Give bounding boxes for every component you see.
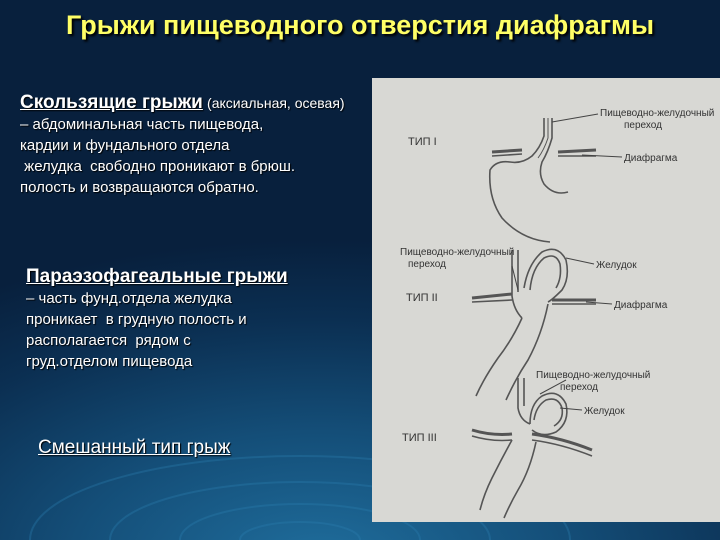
paraesophageal-line: – часть фунд.отдела желудка <box>26 290 232 307</box>
type1-junction-label-2: переход <box>624 120 662 131</box>
type1-junction-label: Пищеводно-желудочный <box>600 108 715 119</box>
type3-stomach-label: Желудок <box>584 406 625 417</box>
paraesophageal-line: располагается рядом с <box>26 332 191 349</box>
sliding-line: кардии и фундального отдела <box>20 137 230 154</box>
type1-diaphragm-label: Диафрагма <box>624 153 678 164</box>
type1-label: ТИП I <box>408 136 437 148</box>
paraesophageal-line: груд.отделом пищевода <box>26 353 193 370</box>
type3-junction-label-2: переход <box>560 382 598 393</box>
paraesophageal-heading: Параэзофагеальные грыжи <box>26 266 288 287</box>
sliding-hernia-heading: Скользящие грыжи <box>20 92 203 113</box>
type2-junction-label-2: переход <box>408 259 446 270</box>
type2-junction-label: Пищеводно-желудочный <box>400 247 515 258</box>
hernia-diagram <box>372 78 720 522</box>
mixed-hernia-block <box>38 437 338 459</box>
sliding-line: желудка свободно проникают в брюш. <box>20 158 296 175</box>
type2-diaphragm-label: Диафрагма <box>614 300 668 311</box>
mixed-hernia-heading: Смешанный тип грыж <box>38 437 231 458</box>
type2-stomach-label: Желудок <box>596 260 637 271</box>
type3-label: ТИП III <box>402 432 437 444</box>
type2-label: ТИП II <box>406 292 438 304</box>
hernia-types-figure <box>372 78 720 522</box>
type3-junction-label: Пищеводно-желудочный <box>536 370 651 381</box>
sliding-hernia-subheading: (аксиальная, осевая) <box>207 95 345 111</box>
slide-title: Грыжи пищеводного отверстия диафрагмы <box>65 10 655 40</box>
paraesophageal-hernia-block <box>26 266 366 372</box>
sliding-line: полость и возвращаются обратно. <box>20 179 259 196</box>
sliding-line: – абдоминальная часть пищевода, <box>20 116 264 133</box>
paraesophageal-line: проникает в грудную полость и <box>26 311 247 328</box>
